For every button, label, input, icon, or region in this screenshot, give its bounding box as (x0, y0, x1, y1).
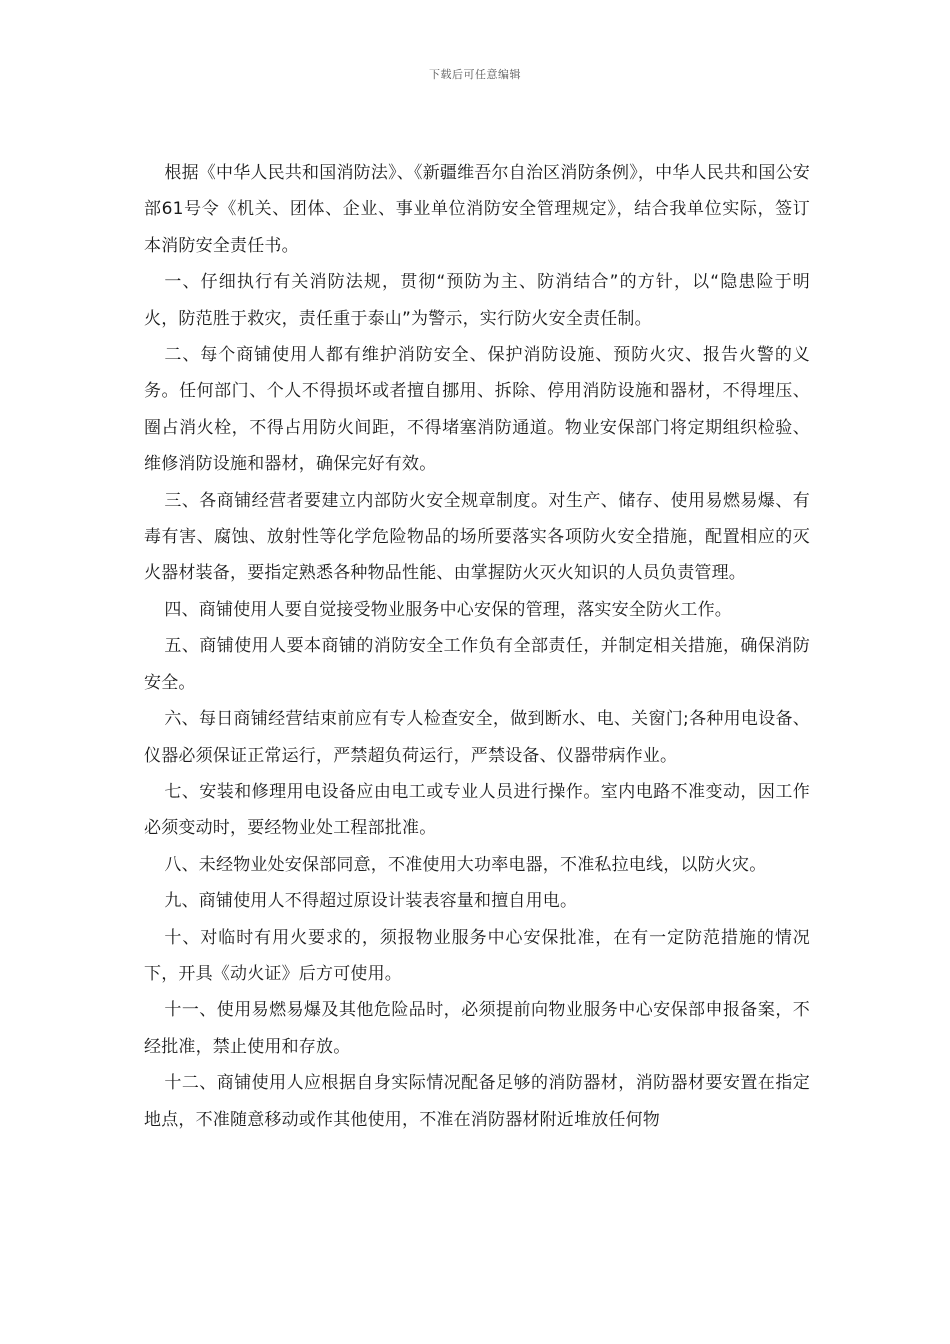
paragraph-1: 一、仔细执行有关消防法规，贯彻“预防为主、防消结合”的方针，以“隐患险于明火，防范胜于救灾，责任重于泰山”为警示，实行防火安全责任制。 (144, 272, 810, 329)
paragraph-9: 九、商铺使用人不得超过原设计装表容量和擅自用电。 (164, 891, 578, 912)
paragraph-12: 十二、商铺使用人应根据自身实际情况配备足够的消防器材，消防器材要安置在指定地点，不准随意移动或作其他使用，不准在消防器材附近堆放任何物 (144, 1073, 810, 1130)
paragraph-intro: 根据《中华人民共和国消防法》、《新疆维吾尔自治区消防条例》，中华人民共和国公安部61号令《机关、团体、企业、事业单位消防安全管理规定》，结合我单位实际，签订本消防安全责任书。 (144, 163, 810, 256)
paragraph-8: 八、未经物业处安保部同意，不准使用大功率电器，不准私拉电线，以防火灾。 (164, 854, 767, 875)
header-note: 下载后可任意编辑 (429, 68, 521, 81)
document-body (144, 155, 810, 1138)
paragraph-11: 十一、使用易燃易爆及其他危险品时，必须提前向物业服务中心安保部申报备案，不经批准，禁止使用和存放。 (144, 1000, 810, 1057)
paragraph-10: 十、对临时有用火要求的，须报物业服务中心安保批准，在有一定防范措施的情况下，开具《动火证》后方可使用。 (144, 927, 810, 984)
paragraph-2: 二、每个商铺使用人都有维护消防安全、保护消防设施、预防火灾、报告火警的义务。任何部门、个人不得损坏或者擅自挪用、拆除、停用消防设施和器材，不得埋压、圈占消火栓，不得占用防火间距，不得堵塞消防通道。物业安保部门将定期组织检验、维修消防设施和器材，确保完好有效。 (144, 345, 810, 475)
paragraph-5: 五、商铺使用人要本商铺的消防安全工作负有全部责任，并制定相关措施，确保消防安全。 (144, 636, 810, 693)
paragraph-3: 三、各商铺经营者要建立内部防火安全规章制度。对生产、储存、使用易燃易爆、有毒有害、腐蚀、放射性等化学危险物品的场所要落实各项防火安全措施，配置相应的灭火器材装备，要指定熟悉各种物品性能、由掌握防火灭火知识的人员负责管理。 (144, 490, 810, 584)
paragraph-7: 七、安装和修理用电设备应由电工或专业人员进行操作。室内电路不准变动，因工作必须变动时，要经物业处工程部批准。 (144, 781, 810, 839)
paragraph-4: 四、商铺使用人要自觉接受物业服务中心安保的管理，落实安全防火工作。 (164, 599, 732, 620)
paragraph-6: 六、每日商铺经营结束前应有专人检查安全，做到断水、电、关窗门;各种用电设备、仪器必须保证正常运行，严禁超负荷运行，严禁设备、仪器带病作业。 (144, 709, 810, 766)
